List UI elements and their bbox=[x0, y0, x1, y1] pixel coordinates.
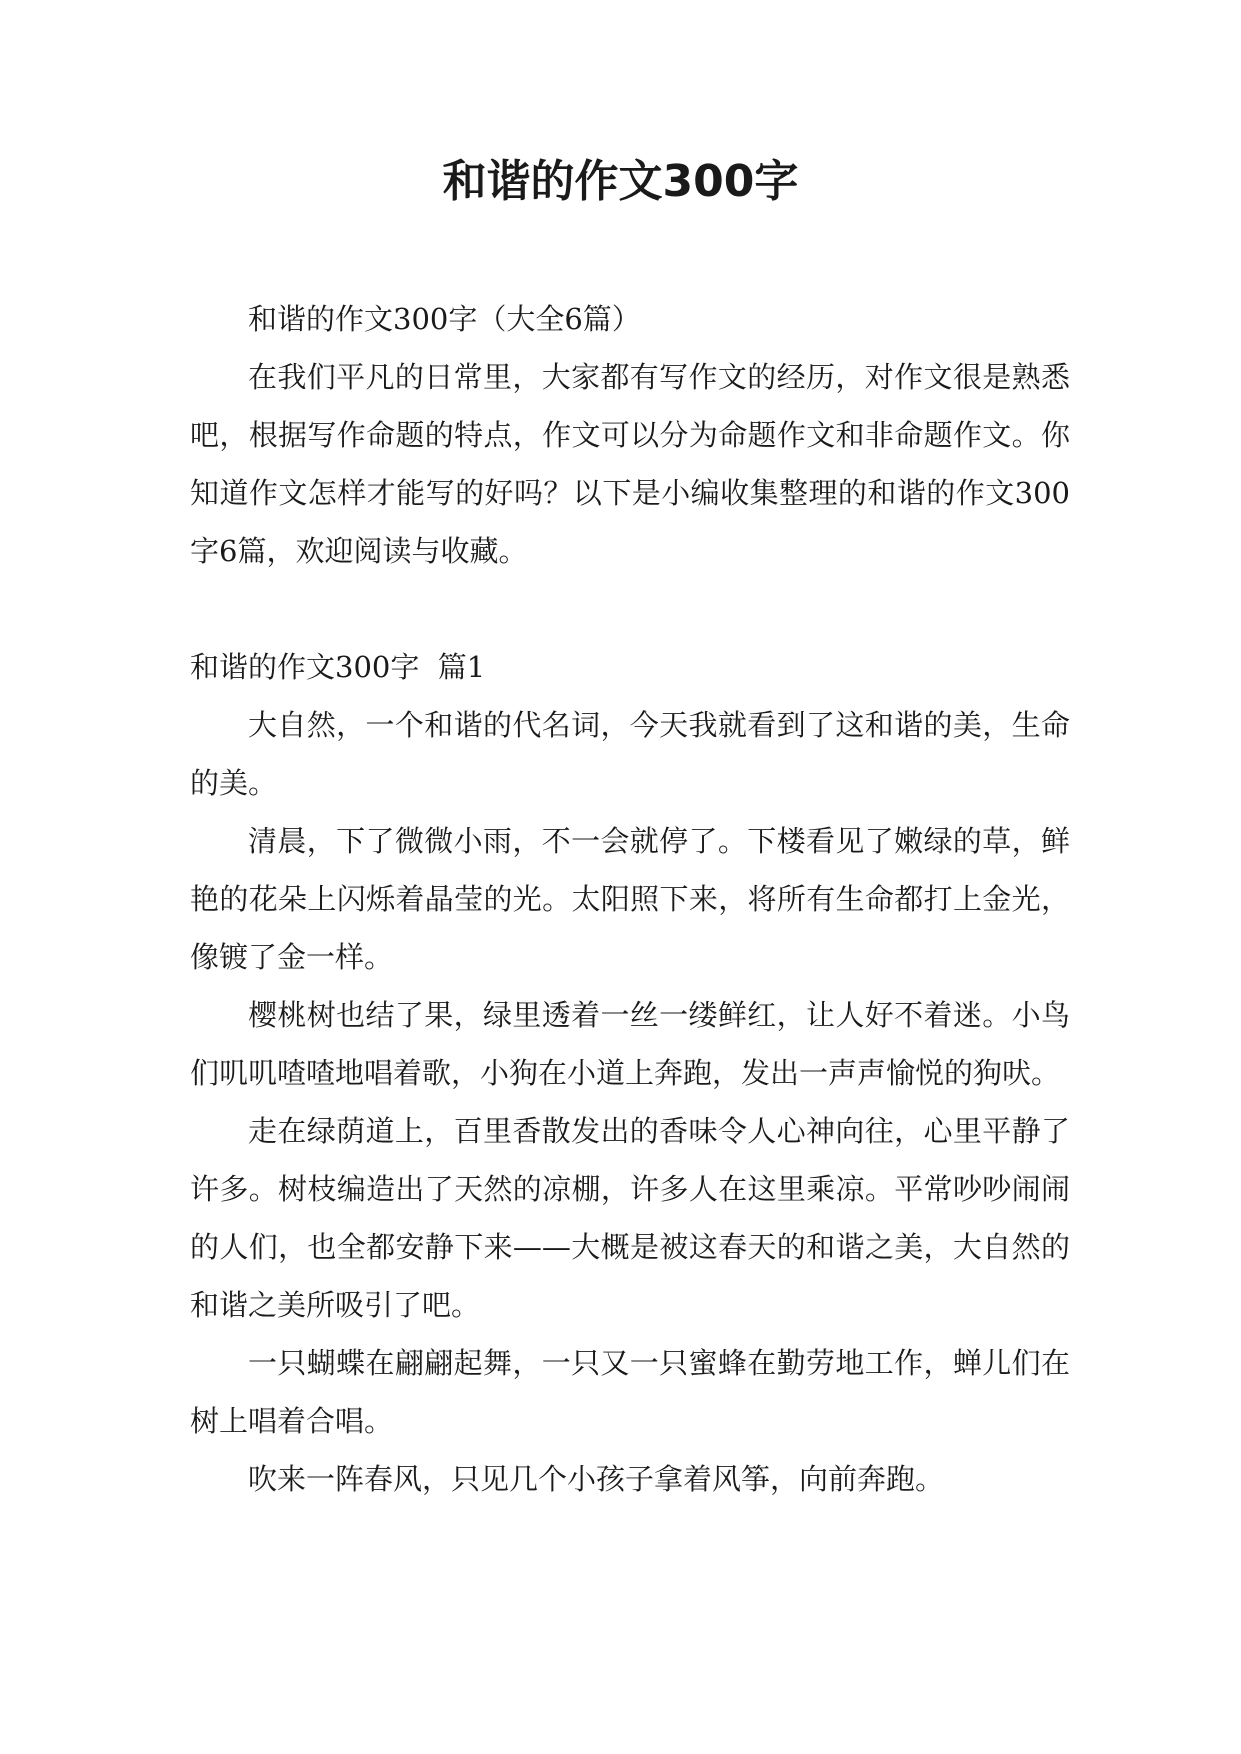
essay-paragraph-4: 走在绿荫道上，百里香散发出的香味令人心神向往，心里平静了许多。树枝编造出了天然的凉棚，许多人在这里乘凉。平常吵吵闹闹的人们，也全都安静下来——大概是被这春天的和谐之美，大自然的和谐之美所吸引了吧。 bbox=[190, 1114, 1070, 1322]
intro-paragraph: 在我们平凡的日常里，大家都有写作文的经历，对作文很是熟悉吧，根据写作命题的特点，作文可以分为命题作文和非命题作文。你知道作文怎样才能写的好吗？以下是小编收集整理的和谐的作文300字6篇，欢迎阅读与收藏。 bbox=[190, 360, 1070, 568]
essay-paragraph-3: 樱桃树也结了果，绿里透着一丝一缕鲜红，让人好不着迷。小鸟们叽叽喳喳地唱着歌，小狗在小道上奔跑，发出一声声愉悦的狗吠。 bbox=[190, 998, 1070, 1090]
section-heading: 和谐的作文300字 篇1 bbox=[190, 650, 486, 684]
document-body bbox=[190, 290, 1070, 1508]
essay-paragraph-5: 一只蝴蝶在翩翩起舞，一只又一只蜜蜂在勤劳地工作，蝉儿们在树上唱着合唱。 bbox=[190, 1346, 1070, 1438]
document-subtitle: 和谐的作文300字（大全6篇） bbox=[248, 302, 641, 336]
essay-paragraph-1: 大自然，一个和谐的代名词，今天我就看到了这和谐的美，生命的美。 bbox=[190, 708, 1070, 800]
essay-paragraph-2: 清晨，下了微微小雨，不一会就停了。下楼看见了嫩绿的草，鲜艳的花朵上闪烁着晶莹的光。太阳照下来，将所有生命都打上金光，像镀了金一样。 bbox=[190, 824, 1070, 974]
paragraph-spacer bbox=[190, 580, 1070, 638]
document-title: 和谐的作文300字 bbox=[442, 156, 799, 207]
essay-paragraph-6: 吹来一阵春风，只见几个小孩子拿着风筝，向前奔跑。 bbox=[248, 1462, 945, 1496]
